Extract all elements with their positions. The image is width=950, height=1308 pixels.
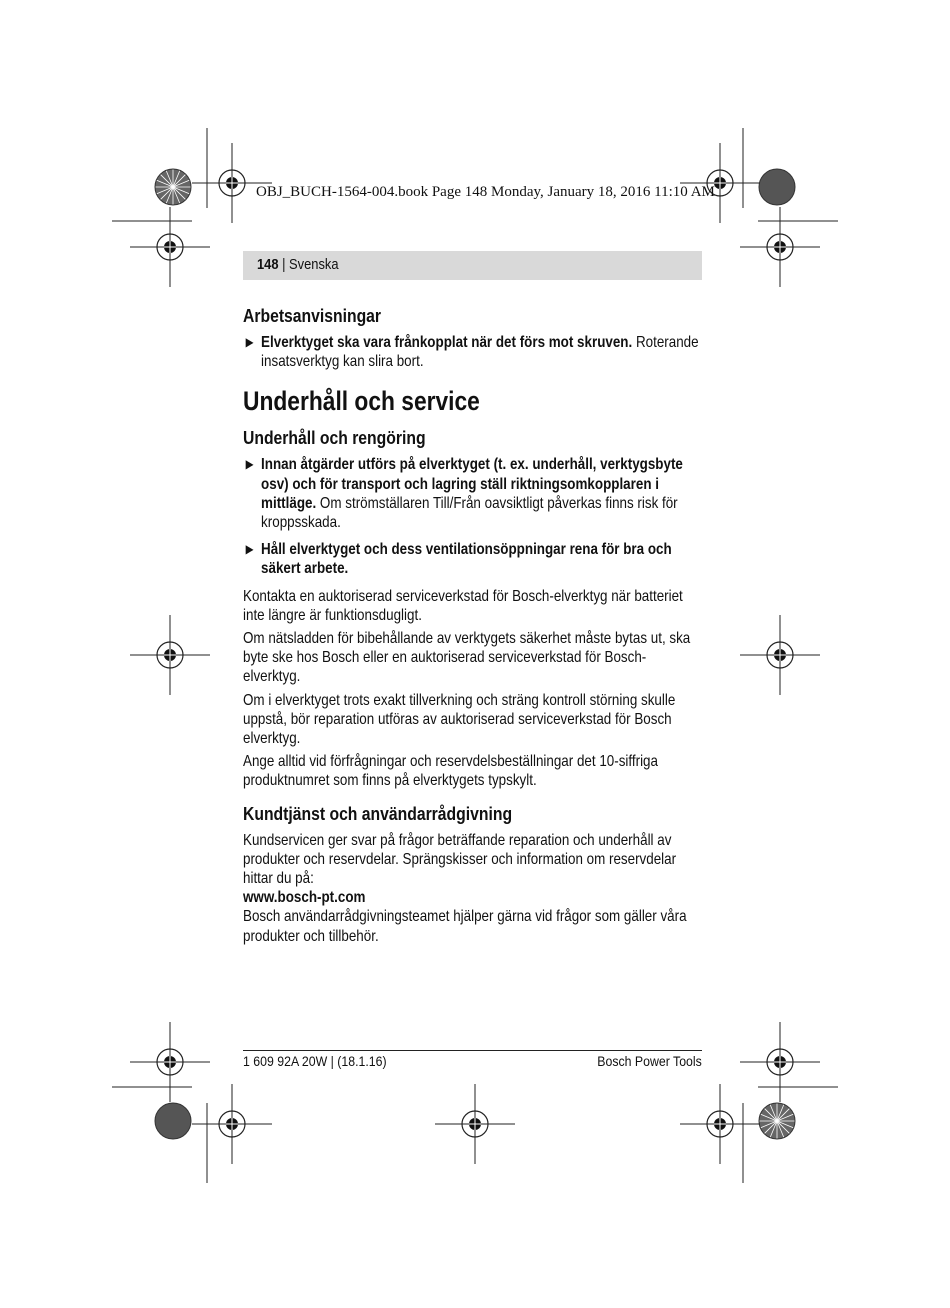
website-link[interactable]: www.bosch-pt.com: [243, 889, 366, 907]
bullet-arrow-icon: ▶: [245, 542, 254, 557]
header-text: [257, 256, 339, 273]
bullet-item: [243, 540, 702, 578]
print-slug: OBJ_BUCH-1564-004.book Page 148 Monday, January 18, 2016 11:10 AM: [256, 184, 715, 200]
paragraph: Bosch användarrådgivningsteamet hjälper gärna vid frågor som gäller våra produkter och tillbehör.: [243, 908, 687, 945]
paragraph: Om i elverktyget trots exakt tillverkning och sträng kontroll störning skulle uppstå, bör reparation utföras av auktoriserad serviceverkstad för Bosch elverktyg.: [243, 691, 676, 748]
main-content: [243, 305, 702, 950]
footer-rule: [243, 1050, 702, 1051]
footer-doc-number: 1 609 92A 20W | (18.1.16): [243, 1053, 387, 1069]
header-separator: |: [278, 256, 290, 273]
bullet-text: Om strömställaren Till/Från oavsiktligt påverkas finns risk för kroppsskada.: [261, 494, 678, 532]
heading-customer-service: Kundtjänst och användarrådgivning: [243, 802, 513, 824]
header-language: Svenska: [289, 256, 339, 273]
heading-work-instructions: Arbetsanvisningar: [243, 305, 382, 326]
bullet-arrow-icon: ▶: [245, 457, 254, 472]
bullet-text: Roterande insatsverktyg kan slira bort.: [261, 334, 699, 371]
bullet-item: [243, 333, 702, 371]
footer-brand: Bosch Power Tools: [597, 1053, 702, 1069]
paragraph: Kundservicen ger svar på frågor beträffande reparation och underhåll av produkter och reservdelar. Sprängskisser och information om reservdelar hittar du på:: [243, 831, 677, 888]
heading-maintenance-cleaning: Underhåll och rengöring: [243, 427, 426, 449]
page-number: 148: [257, 256, 279, 273]
bullet-arrow-icon: ▶: [245, 335, 254, 349]
paragraph: Om nätsladden för bibehållande av verktygets säkerhet måste bytas ut, ska byte ske hos Bosch eller en auktoriserad serviceverkstad för Bosch-elverktyg.: [243, 630, 691, 686]
page-header: [243, 251, 702, 280]
bullet-item: [243, 455, 702, 532]
heading-maintenance-service: Underhåll och service: [243, 386, 480, 417]
bullet-bold-text: Innan åtgärder utförs på elverktyget (t. ex. underhåll, verktygsbyte osv) och för transport och lagring ställ riktningsomkopplaren i mittläge.: [261, 456, 683, 512]
bullet-bold-text: Elverktyget ska vara frånkopplat när det förs mot skruven.: [261, 334, 633, 351]
paragraph: Kontakta en auktoriserad serviceverkstad för Bosch-elverktyg när batteriet inte längre är funktionsdugligt.: [243, 587, 683, 624]
paragraph: Ange alltid vid förfrågningar och reservdelsbeställningar det 10-siffriga produktnumret som finns på elverktygets typskylt.: [243, 753, 658, 790]
bullet-bold-text: Håll elverktyget och dess ventilationsöppningar rena för bra och säkert arbete.: [261, 541, 672, 578]
